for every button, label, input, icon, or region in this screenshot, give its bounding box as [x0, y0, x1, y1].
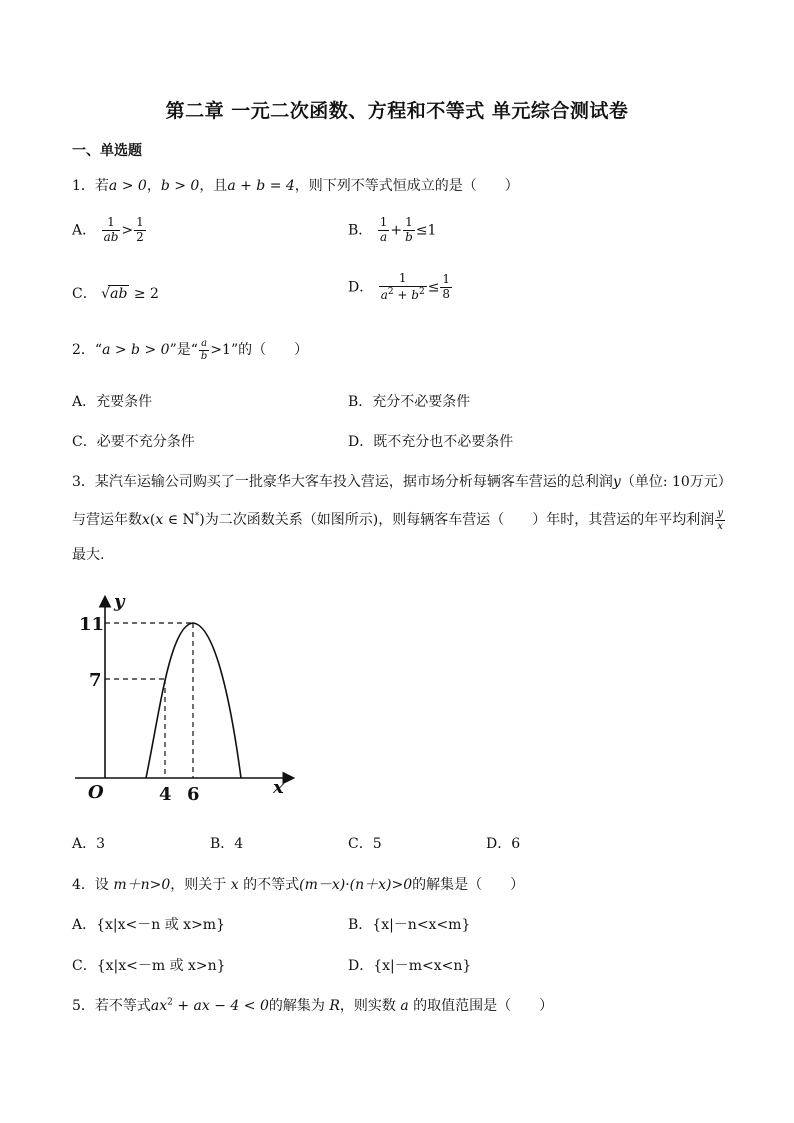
denominator: x	[717, 520, 723, 532]
q3-text: 3．某汽车运输公司购买了一批豪华大客车投入营运，据市场分析每辆客车营运的总利润	[72, 474, 613, 490]
option-label: C．	[72, 286, 97, 302]
q3-option-d[interactable]: D．6	[486, 836, 521, 852]
denominator: b	[200, 350, 208, 362]
plus-sign: +	[390, 222, 403, 239]
numerator: 1	[102, 216, 121, 231]
q1-condition-a: a > 0	[108, 178, 147, 194]
set-n: ∈ N	[163, 512, 195, 528]
fraction	[102, 216, 121, 245]
sqrt-icon: √	[101, 286, 111, 302]
den-b: b	[411, 287, 419, 302]
relation: ≥ 2	[133, 286, 159, 302]
y-tick-11: 11	[79, 614, 105, 635]
x-tick-4: 4	[159, 784, 172, 805]
numerator: y	[717, 508, 723, 519]
question-5	[72, 995, 553, 1015]
origin-label: O	[88, 782, 104, 803]
numerator: 1	[136, 215, 144, 229]
y-axis-label: y	[114, 591, 125, 612]
q1-sep: ，	[146, 178, 161, 194]
question-4	[72, 874, 524, 894]
fraction	[440, 273, 452, 302]
fraction	[403, 216, 415, 245]
q2-prefix: 2．“	[72, 342, 103, 358]
exponent: 2	[418, 286, 425, 297]
relation: ≤1	[415, 222, 437, 239]
exponent: 2	[387, 286, 394, 297]
denominator	[379, 287, 427, 303]
q3-option-c[interactable]: C．5	[348, 836, 382, 852]
star: *	[194, 511, 200, 522]
q2-option-c[interactable]: C．必要不充分条件	[72, 434, 195, 450]
q1-condition-sum: a + b = 4	[227, 178, 295, 194]
numerator: 1	[379, 215, 388, 229]
q1-option-c[interactable]	[72, 283, 159, 303]
fraction	[379, 272, 427, 303]
denominator: 8	[442, 286, 451, 301]
question-3-line-2	[72, 508, 726, 532]
q4-suffix: 的解集是（ ）	[412, 877, 525, 893]
paren: (	[149, 512, 156, 528]
q5-suffix: 的取值范围是（ ）	[408, 998, 554, 1014]
numerator: 1	[442, 272, 451, 286]
q4-option-d[interactable]: D．{x|－m<x<n}	[348, 958, 472, 974]
q5-mid: 的解集为	[268, 998, 330, 1014]
fraction	[134, 216, 146, 245]
question-3-line-3: 最大.	[72, 547, 105, 563]
q1-option-d[interactable]	[348, 272, 453, 303]
q3-text: 为二次函数关系（如图所示)，则每辆客车营运（ ）年时，其营运的年平均利润	[204, 512, 715, 528]
var-x: x	[230, 877, 239, 893]
relation: ≤	[427, 279, 440, 296]
q3-option-b[interactable]: B．4	[210, 836, 244, 852]
q2-suffix: ”的（ ）	[230, 342, 309, 358]
q4-inequality: (m－x)·(n＋x)>0	[299, 877, 413, 893]
paren: )	[199, 512, 205, 528]
q2-option-b[interactable]: B．充分不必要条件	[348, 394, 471, 410]
denominator: 2	[136, 229, 144, 244]
q5-mid: ，则实数	[339, 998, 401, 1014]
q4-option-b[interactable]: B．{x|－n<x<m}	[348, 917, 471, 933]
page-title: 第二章 一元二次函数、方程和不等式 单元综合测试卷	[165, 100, 629, 122]
question-3-line-1	[72, 471, 732, 491]
q1-suffix: ，则下列不等式恒成立的是（ ）	[294, 178, 519, 194]
numerator: 1	[379, 272, 427, 287]
den-a: a	[380, 287, 388, 302]
question-2	[72, 338, 308, 362]
q5-prefix: 5．若不等式	[72, 998, 151, 1014]
q1-condition-b: b > 0	[160, 178, 200, 194]
q3-option-a[interactable]: A．3	[72, 836, 106, 852]
numerator: a	[199, 338, 209, 351]
q2-condition: a > b > 0	[102, 342, 170, 358]
q3-graph	[70, 590, 300, 810]
section-heading: 一、单选题	[72, 143, 142, 159]
q1-option-a[interactable]	[72, 216, 147, 245]
y-tick-7: 7	[89, 670, 102, 691]
x-tick-6: 6	[187, 784, 200, 805]
var-x: x	[155, 512, 164, 528]
question-1	[72, 175, 519, 195]
var-y: y	[612, 474, 621, 490]
q5-inequality-part: + ax − 4 < 0	[172, 998, 269, 1014]
q1-prefix: 1．若	[72, 178, 109, 194]
q4-condition: m＋n>0	[113, 877, 171, 893]
q2-option-a[interactable]: A．充要条件	[72, 394, 153, 410]
fraction	[199, 338, 209, 362]
denominator: b	[405, 229, 413, 244]
var-a: a	[400, 998, 409, 1014]
q4-mid: ，则关于	[170, 877, 231, 893]
parabola-curve	[146, 623, 241, 778]
var-x: x	[142, 512, 150, 528]
q4-prefix: 4．设	[72, 877, 114, 893]
q3-unit: （单位: 10万元）	[620, 474, 732, 490]
denominator: a	[379, 229, 388, 244]
q2-mid: ”是“	[169, 342, 198, 358]
denominator: ab	[103, 229, 119, 244]
q5-inequality-part: ax	[150, 998, 168, 1014]
x-axis-label: x	[273, 777, 284, 798]
option-label: D．	[348, 279, 374, 296]
relation: >	[121, 222, 134, 239]
fraction	[715, 508, 725, 532]
exponent: 2	[167, 997, 173, 1008]
q3-text: 与营运年数	[72, 512, 142, 528]
q4-option-a[interactable]: A．{x|x<－n 或 x>m}	[72, 917, 225, 933]
den-plus: +	[393, 287, 412, 302]
fraction	[378, 216, 390, 245]
option-label: A．	[72, 222, 97, 239]
q4-option-c[interactable]: C．{x|x<－m 或 x>n}	[72, 958, 226, 974]
q4-mid: 的不等式	[238, 877, 300, 893]
relation: >1	[210, 342, 231, 358]
q1-sep: ，且	[199, 178, 228, 194]
q2-option-d[interactable]: D．既不充分也不必要条件	[348, 434, 514, 450]
sqrt-argument: ab	[110, 286, 128, 302]
q1-option-b[interactable]	[348, 216, 436, 245]
option-label: B．	[348, 222, 373, 239]
numerator: 1	[403, 216, 415, 231]
set-r: R	[329, 998, 340, 1014]
